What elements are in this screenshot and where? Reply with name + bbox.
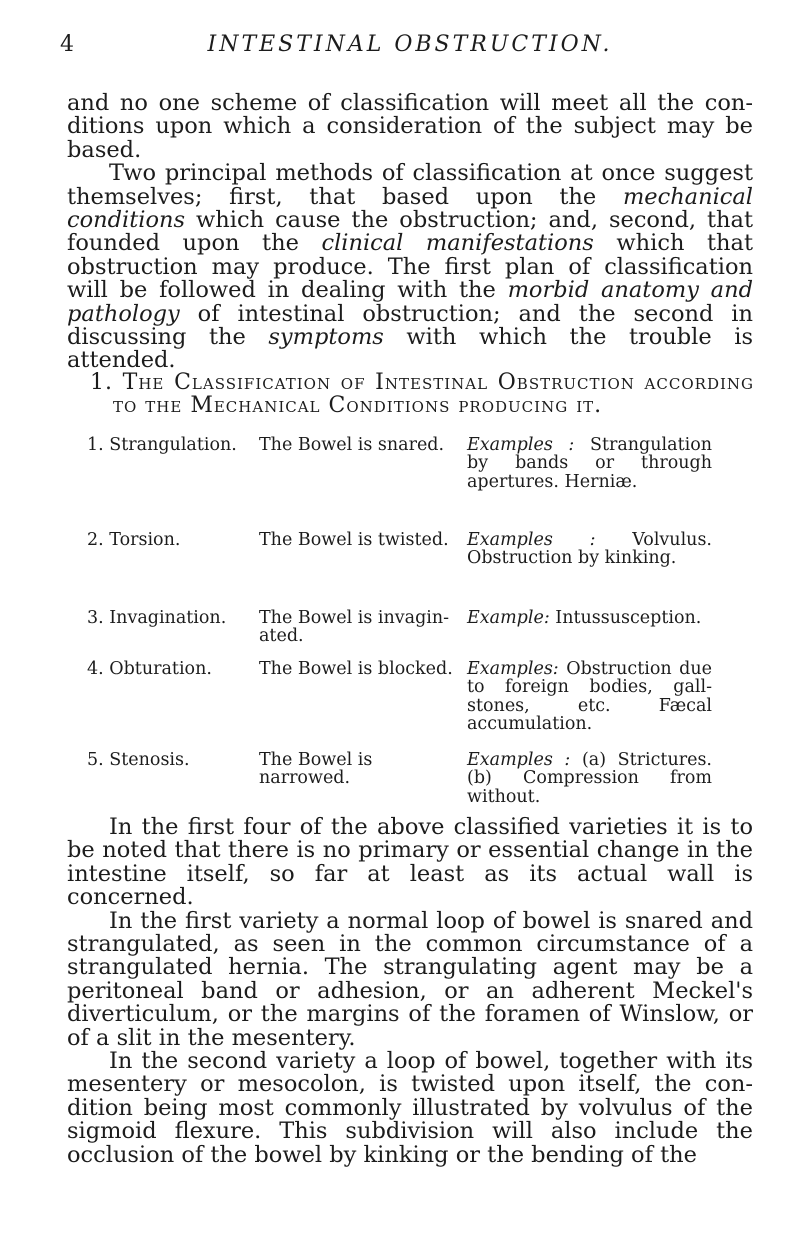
classification-table — [87, 436, 757, 821]
table-example: Example: Intussusception. — [467, 608, 702, 628]
table-row — [87, 436, 757, 531]
section-heading: 1. The Classification of Intestinal Obstruction according to the Mechanical Conditions producing it. — [90, 370, 754, 419]
table-row — [87, 531, 757, 609]
table-description: The Bowel is invaginated. — [259, 608, 450, 647]
table-type: 2. Torsion. — [87, 530, 181, 550]
table-example: Examples : Volvulus. Obstruction by kinking. — [467, 530, 712, 569]
paragraph-after-1: In the first four of the above classified varieties it is to be noted that there is no primary or essential change in the intestine itself, so far at least as its actual wall is concerned. — [67, 814, 753, 911]
running-header — [60, 32, 760, 62]
table-type: 3. Invagination. — [87, 608, 227, 628]
intro-text — [67, 92, 753, 373]
table-description: The Bowel is snared. — [259, 435, 445, 455]
table-row — [87, 751, 757, 821]
table-description: The Bowel is blocked. — [259, 659, 453, 679]
table-type: 5. Stenosis. — [87, 750, 190, 770]
table-row — [87, 609, 757, 660]
running-title: INTESTINAL OBSTRUCTION. — [207, 32, 613, 57]
table-example: Examples: Obstruction due to foreign bodies, gall-stones, etc. Fæcal accumulation. — [467, 659, 712, 735]
paragraph-intro-2: Two principal methods of classification at once suggest themselves; first, that based upon the mechanical conditions which cause the obstruction; and, second, that founded upon the clinical manifestations which that obstruction may produce. The first plan of classification will be followed in dealing with the morbid anatomy and pathology of intestinal obstruction; and the second in discussing the symptoms with which the trouble is attended. — [67, 160, 754, 374]
paragraph-intro-1: and no one scheme of classification will meet all the conditions upon which a consideration of the subject may be based. — [67, 90, 753, 163]
table-description: The Bowel is twisted. — [259, 530, 449, 550]
table-type: 4. Obturation. — [87, 659, 212, 679]
body-text — [67, 816, 753, 1167]
table-row — [87, 660, 757, 751]
table-description: The Bowel is narrowed. — [259, 750, 373, 789]
table-type: 1. Strangulation. — [87, 435, 237, 455]
table-example: Examples : (a) Strictures. (b) Compression from without. — [467, 750, 712, 807]
paragraph-after-2: In the first variety a normal loop of bowel is snared and strangulated, as seen in the common circumstance of a strangulated hernia. The strangulating agent may be a peritoneal band or adhesion, or an adherent Meckel's diverticulum, or the margins of the foramen of Winslow, or of a slit in the mesentery. — [67, 907, 753, 1051]
paragraph-after-3: In the second variety a loop of bowel, together with its mesentery or mesocolon, is twisted upon itself, the condition being most commonly illustrated by volvulus of the sigmoid flexure. This subdivision will also include the occlusion of the bowel by kinking or the bending of the — [67, 1048, 753, 1168]
page-number: 4 — [60, 32, 74, 57]
table-example: Examples : Strangulation by bands or through apertures. Herniæ. — [467, 435, 712, 492]
